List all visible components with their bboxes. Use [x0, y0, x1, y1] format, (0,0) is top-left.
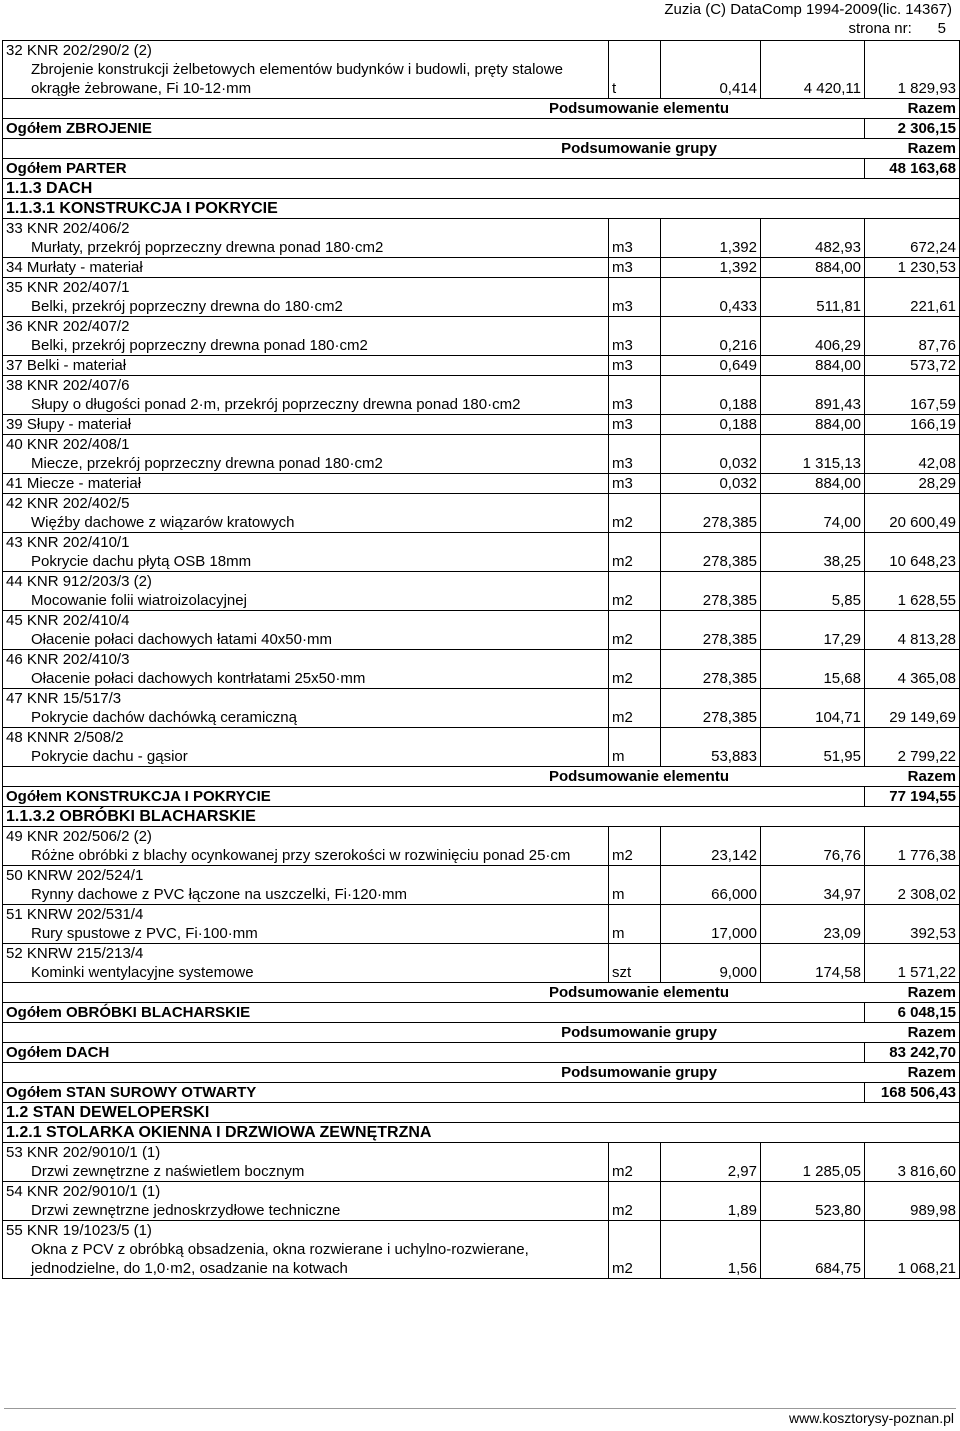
position-description-cell: [3, 533, 609, 572]
position-description: Więźby dachowe z wiązarów kratowych: [31, 514, 295, 531]
value-cell: 989,98: [865, 1182, 960, 1221]
unit-price-cell: 15,68: [761, 650, 865, 689]
summary-razem: Razem: [865, 139, 960, 159]
summary-label: Podsumowanie grupy: [561, 1064, 717, 1081]
position-code: KNRW 202/531/4: [26, 906, 144, 923]
position-row: [3, 1182, 960, 1221]
value-cell: 29 149,69: [865, 689, 960, 728]
position-description: Pokrycie dachów dachówką ceramiczną: [31, 709, 297, 726]
summary-spacer: [3, 983, 865, 1003]
position-head: [6, 415, 605, 434]
position-head: [6, 435, 605, 454]
position-number: 44: [6, 573, 23, 590]
value-cell: 1 628,55: [865, 572, 960, 611]
value-cell: 221,61: [865, 278, 960, 317]
position-row: [3, 1143, 960, 1182]
position-code: KNR 202/407/6: [26, 377, 130, 394]
summary-row: [3, 99, 960, 119]
position-code: KNR 19/1023/5 (1): [26, 1222, 152, 1239]
value-cell: 4 365,08: [865, 650, 960, 689]
position-row: [3, 415, 960, 435]
unit-price-cell: 23,09: [761, 905, 865, 944]
position-description: Ołacenie połaci dachowych kontrłatami 25x50·mm: [31, 670, 366, 687]
total-value: 77 194,55: [865, 787, 960, 807]
quantity-cell: 278,385: [661, 533, 761, 572]
unit-price-cell: 5,85: [761, 572, 865, 611]
position-code: KNR 202/410/4: [26, 612, 130, 629]
section-heading: 1.1.3.2 OBRÓBKI BLACHARSKIE: [3, 807, 960, 827]
position-row: [3, 611, 960, 650]
value-cell: 167,59: [865, 376, 960, 415]
quantity-cell: 17,000: [661, 905, 761, 944]
summary-razem: Razem: [865, 983, 960, 1003]
unit-price-cell: 884,00: [761, 474, 865, 494]
value-cell: 2 308,02: [865, 866, 960, 905]
position-number: 55: [6, 1222, 23, 1239]
position-description-cell: [3, 611, 609, 650]
unit-price-cell: 17,29: [761, 611, 865, 650]
position-row: [3, 356, 960, 376]
unit-cell: m3: [609, 317, 661, 356]
section-heading-row: [3, 1103, 960, 1123]
unit-cell: m2: [609, 689, 661, 728]
total-value: 6 048,15: [865, 1003, 960, 1023]
quantity-cell: 0,414: [661, 41, 761, 99]
total-row: [3, 119, 960, 139]
quantity-cell: 0,188: [661, 415, 761, 435]
value-cell: 20 600,49: [865, 494, 960, 533]
unit-cell: m3: [609, 278, 661, 317]
position-head: [6, 41, 605, 60]
position-description: Rynny dachowe z PVC łączone na uszczelki, Fi·120·mm: [31, 886, 407, 903]
position-code: KNR 202/410/3: [26, 651, 130, 668]
position-description: Mocowanie folii wiatroizolacyjnej: [31, 592, 247, 609]
position-row: [3, 827, 960, 866]
position-description-cell: [3, 219, 609, 258]
position-description-cell: [3, 415, 609, 435]
position-number: 37: [6, 357, 23, 374]
quantity-cell: 9,000: [661, 944, 761, 983]
unit-price-cell: 1 285,05: [761, 1143, 865, 1182]
unit-cell: m2: [609, 1143, 661, 1182]
position-description: Ołacenie połaci dachowych łatami 40x50·mm: [31, 631, 332, 648]
position-head: [6, 866, 605, 885]
position-head: [6, 689, 605, 708]
unit-price-cell: 104,71: [761, 689, 865, 728]
position-description: Słupy - materiał: [26, 416, 132, 433]
quantity-cell: 0,188: [661, 376, 761, 415]
unit-cell: m2: [609, 827, 661, 866]
summary-label: Podsumowanie grupy: [561, 140, 717, 157]
cost-estimate-table: [2, 40, 960, 1279]
summary-razem: Razem: [865, 1023, 960, 1043]
total-value: 48 163,68: [865, 159, 960, 179]
position-head: [6, 827, 605, 846]
position-head: [6, 219, 605, 238]
position-code: KNR 202/402/5: [26, 495, 130, 512]
summary-spacer: [3, 1023, 865, 1043]
position-code: KNR 202/9010/1 (1): [26, 1144, 161, 1161]
unit-price-cell: 1 315,13: [761, 435, 865, 474]
quantity-cell: 2,97: [661, 1143, 761, 1182]
position-description-cell: [3, 356, 609, 376]
position-code: KNR 912/203/3 (2): [26, 573, 152, 590]
position-head: [6, 650, 605, 669]
total-row: [3, 1043, 960, 1063]
unit-price-cell: 884,00: [761, 258, 865, 278]
position-head: [6, 572, 605, 591]
summary-label: Podsumowanie elementu: [548, 768, 730, 785]
unit-price-cell: 38,25: [761, 533, 865, 572]
unit-price-cell: 4 420,11: [761, 41, 865, 99]
section-heading-row: [3, 179, 960, 199]
unit-cell: m2: [609, 1182, 661, 1221]
summary-label: Podsumowanie elementu: [548, 100, 730, 117]
section-heading-row: [3, 1123, 960, 1143]
position-row: [3, 474, 960, 494]
quantity-cell: 66,000: [661, 866, 761, 905]
position-description-cell: [3, 728, 609, 767]
quantity-cell: 278,385: [661, 650, 761, 689]
value-cell: 672,24: [865, 219, 960, 258]
total-label: Ogółem PARTER: [3, 159, 865, 179]
position-number: 32: [6, 42, 23, 59]
position-description: Różne obróbki z blachy ocynkowanej przy szerokości w rozwinięciu ponad 25·cm: [31, 847, 571, 864]
position-head: [6, 533, 605, 552]
unit-cell: szt: [609, 944, 661, 983]
position-head: [6, 611, 605, 630]
value-cell: 1 571,22: [865, 944, 960, 983]
value-cell: 166,19: [865, 415, 960, 435]
section-heading: 1.1.3.1 KONSTRUKCJA I POKRYCIE: [3, 199, 960, 219]
position-head: [6, 728, 605, 747]
position-description: Belki, przekrój poprzeczny drewna ponad 180·cm2: [31, 337, 368, 354]
total-row: [3, 1083, 960, 1103]
position-row: [3, 317, 960, 356]
position-description: Okna z PCV z obróbką obsadzenia, okna rozwierane i uchylno-rozwierane, jednodzielne, do 1,0·m2, osadzanie na kotwach: [31, 1241, 529, 1277]
section-heading: 1.1.3 DACH: [3, 179, 960, 199]
position-row: [3, 572, 960, 611]
position-number: 39: [6, 416, 23, 433]
value-cell: 2 799,22: [865, 728, 960, 767]
position-number: 36: [6, 318, 23, 335]
unit-cell: m2: [609, 572, 661, 611]
unit-cell: m2: [609, 1221, 661, 1279]
position-number: 54: [6, 1183, 23, 1200]
license-text: Zuzia (C) DataComp 1994-2009(lic. 14367): [664, 1, 952, 18]
value-cell: 1 829,93: [865, 41, 960, 99]
unit-cell: m3: [609, 258, 661, 278]
position-description: Murłaty, przekrój poprzeczny drewna ponad 180·cm2: [31, 239, 384, 256]
total-row: [3, 787, 960, 807]
unit-cell: m3: [609, 376, 661, 415]
position-number: 35: [6, 279, 23, 296]
unit-cell: m2: [609, 611, 661, 650]
page-number-line: [664, 19, 952, 38]
summary-spacer: [3, 139, 865, 159]
position-number: 42: [6, 495, 23, 512]
unit-cell: m3: [609, 435, 661, 474]
position-number: 50: [6, 867, 23, 884]
quantity-cell: 278,385: [661, 611, 761, 650]
unit-price-cell: 74,00: [761, 494, 865, 533]
position-row: [3, 258, 960, 278]
total-label: Ogółem KONSTRUKCJA I POKRYCIE: [3, 787, 865, 807]
position-description-cell: [3, 376, 609, 415]
summary-spacer: [3, 1063, 865, 1083]
quantity-cell: 0,032: [661, 435, 761, 474]
position-code: KNR 202/9010/1 (1): [26, 1183, 161, 1200]
position-row: [3, 866, 960, 905]
position-description-cell: [3, 317, 609, 356]
position-description-cell: [3, 435, 609, 474]
unit-price-cell: 891,43: [761, 376, 865, 415]
position-number: 33: [6, 220, 23, 237]
quantity-cell: 0,216: [661, 317, 761, 356]
summary-row: [3, 1023, 960, 1043]
position-row: [3, 41, 960, 99]
unit-cell: m2: [609, 533, 661, 572]
position-head: [6, 278, 605, 297]
position-description-cell: [3, 866, 609, 905]
total-label: Ogółem ZBROJENIE: [3, 119, 865, 139]
unit-cell: m: [609, 728, 661, 767]
value-cell: 87,76: [865, 317, 960, 356]
value-cell: 10 648,23: [865, 533, 960, 572]
position-code: KNR 202/406/2: [26, 220, 130, 237]
position-description-cell: [3, 905, 609, 944]
position-description-cell: [3, 474, 609, 494]
position-description-cell: [3, 1143, 609, 1182]
unit-cell: m: [609, 905, 661, 944]
position-number: 48: [6, 729, 23, 746]
position-description-cell: [3, 689, 609, 728]
position-description: Pokrycie dachu - gąsior: [31, 748, 188, 765]
total-value: 168 506,43: [865, 1083, 960, 1103]
page-header: [664, 0, 952, 38]
position-number: 49: [6, 828, 23, 845]
footer-site: www.kosztorysy-poznan.pl: [789, 1410, 954, 1426]
value-cell: 1 068,21: [865, 1221, 960, 1279]
position-description: Drzwi zewnętrzne jednoskrzydłowe techniczne: [31, 1202, 341, 1219]
quantity-cell: 278,385: [661, 494, 761, 533]
summary-label: Podsumowanie grupy: [561, 1024, 717, 1041]
total-label: Ogółem DACH: [3, 1043, 865, 1063]
summary-label: Podsumowanie elementu: [548, 984, 730, 1001]
summary-row: [3, 1063, 960, 1083]
unit-cell: m2: [609, 494, 661, 533]
total-label: Ogółem OBRÓBKI BLACHARSKIE: [3, 1003, 865, 1023]
unit-price-cell: 406,29: [761, 317, 865, 356]
position-description: Murłaty - materiał: [26, 259, 143, 276]
summary-row: [3, 983, 960, 1003]
unit-cell: m2: [609, 650, 661, 689]
summary-spacer: [3, 767, 865, 787]
position-code: KNR 202/290/2 (2): [26, 42, 152, 59]
position-description: Miecze, przekrój poprzeczny drewna ponad 180·cm2: [31, 455, 383, 472]
position-head: [6, 1143, 605, 1162]
quantity-cell: 0,649: [661, 356, 761, 376]
position-description: Zbrojenie konstrukcji żelbetowych elementów budynków i budowli, pręty stalowe okrągłe żebrowane, Fi 10-12·mm: [31, 61, 563, 97]
position-code: KNR 202/408/1: [26, 436, 130, 453]
page-label: strona nr:: [848, 20, 912, 37]
unit-price-cell: 482,93: [761, 219, 865, 258]
unit-cell: m3: [609, 356, 661, 376]
quantity-cell: 1,392: [661, 219, 761, 258]
summary-row: [3, 139, 960, 159]
position-number: 53: [6, 1144, 23, 1161]
position-row: [3, 944, 960, 983]
position-number: 45: [6, 612, 23, 629]
position-description: Słupy o długości ponad 2·m, przekrój poprzeczny drewna ponad 180·cm2: [31, 396, 521, 413]
position-number: 38: [6, 377, 23, 394]
position-head: [6, 317, 605, 336]
unit-price-cell: 76,76: [761, 827, 865, 866]
unit-price-cell: 884,00: [761, 415, 865, 435]
section-heading: 1.2 STAN DEWELOPERSKI: [3, 1103, 960, 1123]
position-row: [3, 435, 960, 474]
position-code: KNNR 2/508/2: [26, 729, 124, 746]
position-description-cell: [3, 572, 609, 611]
position-description: Drzwi zewnętrzne z naświetlem bocznym: [31, 1163, 305, 1180]
position-code: KNRW 202/524/1: [26, 867, 144, 884]
quantity-cell: 1,392: [661, 258, 761, 278]
position-head: [6, 1221, 605, 1240]
position-code: KNR 202/410/1: [26, 534, 130, 551]
page-number: 5: [937, 20, 946, 37]
position-row: [3, 1221, 960, 1279]
position-description: Miecze - materiał: [26, 475, 142, 492]
position-row: [3, 689, 960, 728]
position-head: [6, 494, 605, 513]
footer-divider: [4, 1408, 956, 1409]
value-cell: 1 776,38: [865, 827, 960, 866]
position-number: 41: [6, 475, 23, 492]
position-row: [3, 278, 960, 317]
position-row: [3, 494, 960, 533]
position-number: 52: [6, 945, 23, 962]
section-heading-row: [3, 807, 960, 827]
position-row: [3, 728, 960, 767]
position-description: Rury spustowe z PVC, Fi·100·mm: [31, 925, 258, 942]
value-cell: 3 816,60: [865, 1143, 960, 1182]
unit-price-cell: 34,97: [761, 866, 865, 905]
position-description: Pokrycie dachu płytą OSB 18mm: [31, 553, 252, 570]
position-head: [6, 356, 605, 375]
quantity-cell: 278,385: [661, 689, 761, 728]
summary-razem: Razem: [865, 99, 960, 119]
position-row: [3, 650, 960, 689]
position-number: 40: [6, 436, 23, 453]
position-code: KNR 202/407/2: [26, 318, 130, 335]
position-number: 47: [6, 690, 23, 707]
unit-cell: m3: [609, 219, 661, 258]
position-description-cell: [3, 41, 609, 99]
value-cell: 4 813,28: [865, 611, 960, 650]
position-row: [3, 905, 960, 944]
position-number: 46: [6, 651, 23, 668]
total-value: 83 242,70: [865, 1043, 960, 1063]
position-head: [6, 258, 605, 277]
unit-cell: m: [609, 866, 661, 905]
position-description: Belki - materiał: [26, 357, 127, 374]
position-number: 51: [6, 906, 23, 923]
position-description-cell: [3, 494, 609, 533]
position-row: [3, 533, 960, 572]
position-head: [6, 1182, 605, 1201]
total-row: [3, 1003, 960, 1023]
unit-price-cell: 884,00: [761, 356, 865, 376]
position-code: KNR 202/407/1: [26, 279, 130, 296]
position-row: [3, 376, 960, 415]
position-description-cell: [3, 278, 609, 317]
summary-spacer: [3, 99, 865, 119]
quantity-cell: 1,56: [661, 1221, 761, 1279]
unit-cell: t: [609, 41, 661, 99]
position-code: KNRW 215/213/4: [26, 945, 144, 962]
section-heading-row: [3, 199, 960, 219]
position-row: [3, 219, 960, 258]
position-head: [6, 905, 605, 924]
position-number: 34: [6, 259, 23, 276]
position-head: [6, 944, 605, 963]
position-code: KNR 202/506/2 (2): [26, 828, 152, 845]
unit-price-cell: 511,81: [761, 278, 865, 317]
summary-razem: Razem: [865, 767, 960, 787]
value-cell: 392,53: [865, 905, 960, 944]
quantity-cell: 1,89: [661, 1182, 761, 1221]
position-description-cell: [3, 1221, 609, 1279]
position-description-cell: [3, 1182, 609, 1221]
position-description: Kominki wentylacyjne systemowe: [31, 964, 254, 981]
value-cell: 573,72: [865, 356, 960, 376]
summary-row: [3, 767, 960, 787]
quantity-cell: 23,142: [661, 827, 761, 866]
position-description-cell: [3, 650, 609, 689]
unit-price-cell: 684,75: [761, 1221, 865, 1279]
unit-cell: m3: [609, 474, 661, 494]
unit-price-cell: 174,58: [761, 944, 865, 983]
position-head: [6, 474, 605, 493]
unit-price-cell: 523,80: [761, 1182, 865, 1221]
quantity-cell: 0,032: [661, 474, 761, 494]
quantity-cell: 53,883: [661, 728, 761, 767]
position-description-cell: [3, 258, 609, 278]
total-value: 2 306,15: [865, 119, 960, 139]
position-head: [6, 376, 605, 395]
position-description-cell: [3, 827, 609, 866]
value-cell: 28,29: [865, 474, 960, 494]
position-description-cell: [3, 944, 609, 983]
total-row: [3, 159, 960, 179]
position-number: 43: [6, 534, 23, 551]
position-code: KNR 15/517/3: [26, 690, 122, 707]
total-label: Ogółem STAN SUROWY OTWARTY: [3, 1083, 865, 1103]
quantity-cell: 0,433: [661, 278, 761, 317]
unit-cell: m3: [609, 415, 661, 435]
value-cell: 42,08: [865, 435, 960, 474]
section-heading: 1.2.1 STOLARKA OKIENNA I DRZWIOWA ZEWNĘTRZNA: [3, 1123, 960, 1143]
quantity-cell: 278,385: [661, 572, 761, 611]
unit-price-cell: 51,95: [761, 728, 865, 767]
summary-razem: Razem: [865, 1063, 960, 1083]
position-description: Belki, przekrój poprzeczny drewna do 180·cm2: [31, 298, 343, 315]
value-cell: 1 230,53: [865, 258, 960, 278]
